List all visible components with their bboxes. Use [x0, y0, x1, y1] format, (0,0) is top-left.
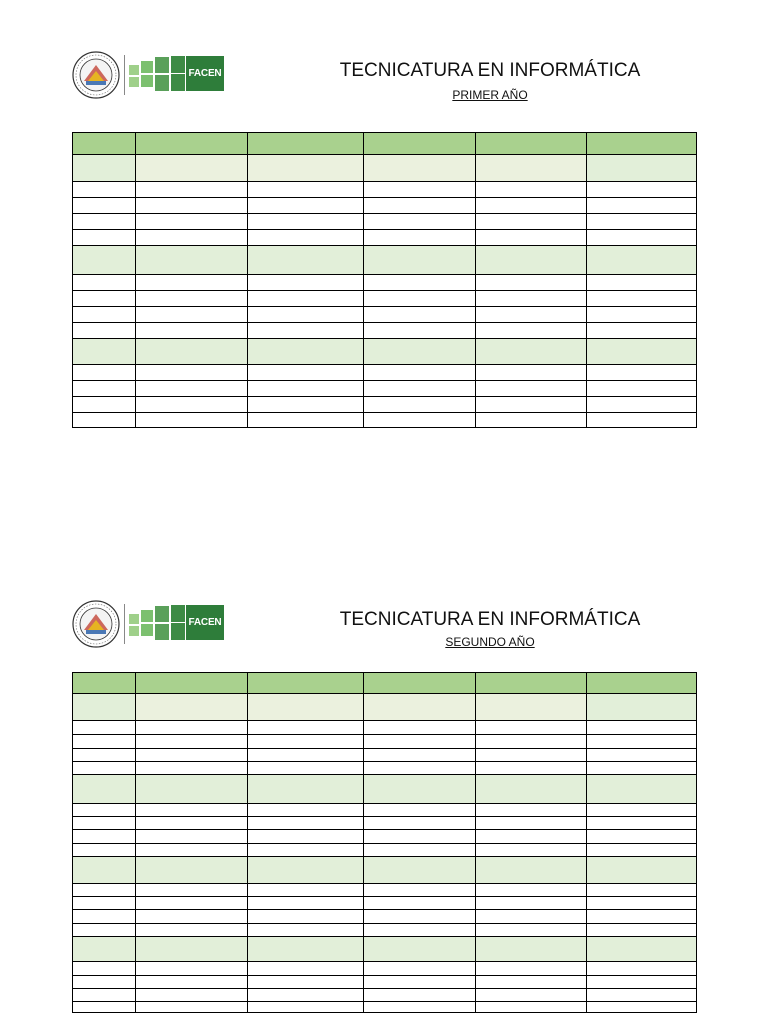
table-cell[interactable] — [72, 896, 136, 909]
table-cell[interactable] — [475, 229, 587, 245]
table-cell[interactable] — [247, 412, 364, 428]
table-cell[interactable] — [363, 364, 476, 380]
table-cell[interactable] — [247, 672, 364, 693]
logo-square — [129, 77, 139, 87]
table-cell[interactable] — [475, 132, 587, 154]
table-cell[interactable] — [135, 720, 248, 734]
table-cell[interactable] — [72, 245, 136, 274]
table-cell[interactable] — [363, 975, 476, 988]
table-cell[interactable] — [586, 197, 697, 213]
table-cell[interactable] — [363, 936, 476, 961]
table-cell[interactable] — [135, 803, 248, 816]
table-cell[interactable] — [135, 1001, 248, 1013]
table-cell[interactable] — [586, 936, 697, 961]
table-cell[interactable] — [586, 1001, 697, 1013]
table-row — [72, 396, 697, 412]
table-cell[interactable] — [363, 338, 476, 364]
table-row — [72, 883, 697, 896]
table-cell[interactable] — [363, 856, 476, 883]
table-cell[interactable] — [475, 909, 587, 923]
table-cell[interactable] — [475, 816, 587, 829]
table-cell[interactable] — [72, 961, 136, 975]
table-cell[interactable] — [135, 213, 248, 229]
table-cell[interactable] — [247, 734, 364, 748]
table-row — [72, 364, 697, 380]
table-row — [72, 412, 697, 428]
table-cell[interactable] — [363, 132, 476, 154]
table-cell[interactable] — [247, 181, 364, 197]
table-cell[interactable] — [363, 181, 476, 197]
table-cell[interactable] — [363, 923, 476, 936]
table-cell[interactable] — [586, 909, 697, 923]
table-row — [72, 803, 697, 816]
table-cell[interactable] — [247, 988, 364, 1001]
table-cell[interactable] — [475, 856, 587, 883]
table-cell[interactable] — [586, 213, 697, 229]
logo-square — [155, 624, 169, 640]
table-cell[interactable] — [247, 213, 364, 229]
table-cell[interactable] — [475, 364, 587, 380]
table-row — [72, 380, 697, 396]
table-cell[interactable] — [72, 988, 136, 1001]
table-row — [72, 1001, 697, 1013]
table-cell[interactable] — [72, 132, 136, 154]
table-cell[interactable] — [135, 961, 248, 975]
table-cell[interactable] — [475, 693, 587, 720]
logo-square — [171, 605, 185, 622]
table-cell[interactable] — [475, 975, 587, 988]
table-row — [72, 306, 697, 322]
table-cell[interactable] — [72, 774, 136, 803]
table-cell[interactable] — [135, 829, 248, 843]
table-cell[interactable] — [586, 961, 697, 975]
table-cell[interactable] — [72, 829, 136, 843]
table-row — [72, 975, 697, 988]
table-cell[interactable] — [247, 132, 364, 154]
page-title: TECNICATURA EN INFORMÁTICA — [339, 609, 641, 630]
table-cell[interactable] — [475, 923, 587, 936]
logo-square — [129, 626, 139, 636]
table-cell[interactable] — [72, 883, 136, 896]
table-row — [72, 829, 697, 843]
table-cell[interactable] — [475, 197, 587, 213]
table-cell[interactable] — [72, 923, 136, 936]
table-row — [72, 181, 697, 197]
table-cell[interactable] — [247, 154, 364, 181]
table-cell[interactable] — [475, 1001, 587, 1013]
schedule-table — [72, 132, 697, 428]
logo-square — [141, 624, 153, 636]
table-cell[interactable] — [247, 843, 364, 856]
table-cell[interactable] — [475, 290, 587, 306]
table-cell[interactable] — [586, 803, 697, 816]
table-cell[interactable] — [72, 936, 136, 961]
table-band-row — [72, 693, 697, 720]
table-band-row — [72, 936, 697, 961]
table-cell[interactable] — [72, 274, 136, 290]
table-cell[interactable] — [135, 672, 248, 693]
table-cell[interactable] — [586, 274, 697, 290]
table-cell[interactable] — [586, 720, 697, 734]
table-cell[interactable] — [586, 761, 697, 774]
table-cell[interactable] — [72, 748, 136, 761]
table-row — [72, 961, 697, 975]
table-cell[interactable] — [475, 322, 587, 338]
logo-square — [155, 606, 169, 622]
table-row — [72, 322, 697, 338]
table-cell[interactable] — [363, 1001, 476, 1013]
table-cell[interactable] — [135, 290, 248, 306]
table-cell[interactable] — [247, 975, 364, 988]
table-cell[interactable] — [135, 380, 248, 396]
table-row — [72, 720, 697, 734]
table-cell[interactable] — [586, 229, 697, 245]
logo-square — [129, 614, 139, 624]
table-cell[interactable] — [72, 761, 136, 774]
table-cell[interactable] — [363, 883, 476, 896]
table-cell[interactable] — [72, 338, 136, 364]
table-header-row — [72, 672, 697, 693]
table-cell[interactable] — [586, 132, 697, 154]
table-cell[interactable] — [135, 396, 248, 412]
logo-square — [129, 65, 139, 75]
table-cell[interactable] — [475, 274, 587, 290]
table-cell[interactable] — [363, 896, 476, 909]
table-cell[interactable] — [363, 672, 476, 693]
table-cell[interactable] — [247, 229, 364, 245]
table-cell[interactable] — [586, 290, 697, 306]
table-cell[interactable] — [247, 322, 364, 338]
table-cell[interactable] — [135, 761, 248, 774]
table-cell[interactable] — [586, 364, 697, 380]
table-cell[interactable] — [72, 734, 136, 748]
table-cell[interactable] — [586, 306, 697, 322]
table-cell[interactable] — [135, 923, 248, 936]
table-cell[interactable] — [586, 734, 697, 748]
table-cell[interactable] — [475, 748, 587, 761]
table-row — [72, 761, 697, 774]
table-cell[interactable] — [247, 761, 364, 774]
table-row — [72, 748, 697, 761]
table-cell[interactable] — [135, 412, 248, 428]
table-row — [72, 734, 697, 748]
logo-divider — [124, 55, 125, 95]
table-cell[interactable] — [475, 961, 587, 975]
page-subtitle: PRIMER AÑO — [452, 88, 528, 102]
table-cell[interactable] — [475, 306, 587, 322]
table-row — [72, 896, 697, 909]
table-cell[interactable] — [586, 338, 697, 364]
table-cell[interactable] — [475, 896, 587, 909]
table-cell[interactable] — [363, 229, 476, 245]
table-cell[interactable] — [475, 672, 587, 693]
table-cell[interactable] — [363, 693, 476, 720]
table-cell[interactable] — [247, 748, 364, 761]
table-cell[interactable] — [247, 829, 364, 843]
table-cell[interactable] — [475, 803, 587, 816]
table-cell[interactable] — [72, 720, 136, 734]
logo-square — [155, 75, 169, 91]
table-cell[interactable] — [135, 774, 248, 803]
table-row — [72, 923, 697, 936]
table-cell[interactable] — [475, 843, 587, 856]
university-seal-icon — [72, 600, 120, 648]
table-cell[interactable] — [135, 245, 248, 274]
table-band-row — [72, 856, 697, 883]
table-cell[interactable] — [247, 961, 364, 975]
table-cell[interactable] — [72, 181, 136, 197]
table-cell[interactable] — [135, 154, 248, 181]
table-row — [72, 213, 697, 229]
table-cell[interactable] — [586, 693, 697, 720]
table-cell[interactable] — [72, 693, 136, 720]
table-cell[interactable] — [586, 883, 697, 896]
logo-square — [171, 56, 185, 73]
page-subtitle: SEGUNDO AÑO — [445, 635, 535, 649]
table-cell[interactable] — [247, 274, 364, 290]
table-row — [72, 274, 697, 290]
table-cell[interactable] — [247, 923, 364, 936]
logo-square — [171, 74, 185, 91]
table-cell[interactable] — [586, 829, 697, 843]
table-cell[interactable] — [586, 154, 697, 181]
table-cell[interactable] — [247, 883, 364, 896]
table-cell[interactable] — [247, 396, 364, 412]
table-cell[interactable] — [72, 672, 136, 693]
table-cell[interactable] — [72, 975, 136, 988]
table-cell[interactable] — [135, 816, 248, 829]
table-cell[interactable] — [363, 197, 476, 213]
table-cell[interactable] — [475, 396, 587, 412]
table-cell[interactable] — [72, 396, 136, 412]
table-cell[interactable] — [247, 306, 364, 322]
table-cell[interactable] — [363, 154, 476, 181]
table-cell[interactable] — [586, 396, 697, 412]
table-cell[interactable] — [586, 672, 697, 693]
table-cell[interactable] — [247, 936, 364, 961]
table-cell[interactable] — [475, 829, 587, 843]
facen-logo-text: FACEN — [186, 605, 224, 640]
table-cell[interactable] — [135, 975, 248, 988]
table-cell[interactable] — [586, 245, 697, 274]
table-cell[interactable] — [72, 290, 136, 306]
table-cell[interactable] — [475, 412, 587, 428]
facen-logo-text: FACEN — [186, 56, 224, 91]
table-cell[interactable] — [135, 843, 248, 856]
table-cell[interactable] — [475, 883, 587, 896]
university-logo — [72, 600, 227, 648]
table-cell[interactable] — [475, 761, 587, 774]
table-row — [72, 290, 697, 306]
table-cell[interactable] — [72, 856, 136, 883]
table-cell[interactable] — [363, 843, 476, 856]
table-cell[interactable] — [135, 229, 248, 245]
table-row — [72, 197, 697, 213]
table-cell[interactable] — [363, 213, 476, 229]
page-title: TECNICATURA EN INFORMÁTICA — [339, 60, 641, 81]
schedule-table — [72, 672, 697, 1013]
logo-square — [155, 57, 169, 73]
table-cell[interactable] — [247, 1001, 364, 1013]
table-cell[interactable] — [586, 923, 697, 936]
table-cell[interactable] — [135, 197, 248, 213]
table-cell[interactable] — [247, 816, 364, 829]
table-band-row — [72, 245, 697, 274]
table-cell[interactable] — [135, 734, 248, 748]
table-cell[interactable] — [247, 774, 364, 803]
table-row — [72, 229, 697, 245]
table-cell[interactable] — [586, 975, 697, 988]
table-row — [72, 843, 697, 856]
table-cell[interactable] — [363, 412, 476, 428]
table-cell[interactable] — [475, 181, 587, 197]
table-cell[interactable] — [586, 896, 697, 909]
table-cell[interactable] — [247, 803, 364, 816]
table-cell[interactable] — [363, 720, 476, 734]
table-row — [72, 816, 697, 829]
table-cell[interactable] — [475, 734, 587, 748]
logo-square — [141, 610, 153, 622]
logo-divider — [124, 604, 125, 644]
table-band-row — [72, 338, 697, 364]
table-band-row — [72, 774, 697, 803]
table-cell[interactable] — [135, 883, 248, 896]
table-cell[interactable] — [135, 338, 248, 364]
table-cell[interactable] — [135, 896, 248, 909]
table-cell[interactable] — [135, 693, 248, 720]
table-cell[interactable] — [475, 774, 587, 803]
table-cell[interactable] — [247, 896, 364, 909]
table-cell[interactable] — [72, 364, 136, 380]
table-cell[interactable] — [135, 936, 248, 961]
table-cell[interactable] — [135, 306, 248, 322]
table-cell[interactable] — [363, 803, 476, 816]
table-cell[interactable] — [475, 380, 587, 396]
table-cell[interactable] — [135, 322, 248, 338]
table-cell[interactable] — [247, 197, 364, 213]
table-cell[interactable] — [586, 322, 697, 338]
table-cell[interactable] — [247, 909, 364, 923]
table-cell[interactable] — [72, 213, 136, 229]
university-seal-icon — [72, 51, 120, 99]
table-cell[interactable] — [135, 748, 248, 761]
table-cell[interactable] — [586, 748, 697, 761]
table-cell[interactable] — [363, 306, 476, 322]
table-cell[interactable] — [586, 816, 697, 829]
table-header-row — [72, 132, 697, 154]
table-cell[interactable] — [247, 693, 364, 720]
table-cell[interactable] — [586, 988, 697, 1001]
table-cell[interactable] — [135, 364, 248, 380]
table-cell[interactable] — [247, 290, 364, 306]
table-cell[interactable] — [135, 132, 248, 154]
logo-square — [171, 623, 185, 640]
table-cell[interactable] — [72, 154, 136, 181]
table-cell[interactable] — [363, 816, 476, 829]
table-cell[interactable] — [475, 154, 587, 181]
table-cell[interactable] — [135, 274, 248, 290]
table-cell[interactable] — [586, 774, 697, 803]
table-cell[interactable] — [247, 380, 364, 396]
table-cell[interactable] — [475, 988, 587, 1001]
table-cell[interactable] — [247, 245, 364, 274]
table-cell[interactable] — [475, 936, 587, 961]
table-cell[interactable] — [363, 961, 476, 975]
table-cell[interactable] — [72, 412, 136, 428]
table-cell[interactable] — [475, 245, 587, 274]
table-cell[interactable] — [363, 274, 476, 290]
table-cell[interactable] — [363, 988, 476, 1001]
table-cell[interactable] — [72, 909, 136, 923]
table-cell[interactable] — [586, 412, 697, 428]
table-cell[interactable] — [363, 396, 476, 412]
university-logo — [72, 51, 227, 99]
table-cell[interactable] — [135, 988, 248, 1001]
table-cell[interactable] — [363, 380, 476, 396]
table-cell[interactable] — [363, 748, 476, 761]
table-cell[interactable] — [363, 322, 476, 338]
logo-square — [141, 75, 153, 87]
table-cell[interactable] — [363, 761, 476, 774]
table-cell[interactable] — [247, 856, 364, 883]
table-band-row — [72, 154, 697, 181]
table-cell[interactable] — [72, 843, 136, 856]
table-cell[interactable] — [72, 380, 136, 396]
logo-square — [141, 61, 153, 73]
table-cell[interactable] — [363, 290, 476, 306]
table-cell[interactable] — [363, 245, 476, 274]
table-cell[interactable] — [475, 720, 587, 734]
table-cell[interactable] — [247, 364, 364, 380]
table-cell[interactable] — [586, 181, 697, 197]
table-cell[interactable] — [72, 816, 136, 829]
table-cell[interactable] — [363, 774, 476, 803]
table-cell[interactable] — [475, 213, 587, 229]
table-cell[interactable] — [135, 181, 248, 197]
table-cell[interactable] — [247, 338, 364, 364]
table-cell[interactable] — [72, 1001, 136, 1013]
table-cell[interactable] — [72, 322, 136, 338]
table-cell[interactable] — [475, 338, 587, 364]
table-cell[interactable] — [247, 720, 364, 734]
table-row — [72, 909, 697, 923]
table-cell[interactable] — [363, 734, 476, 748]
table-cell[interactable] — [363, 829, 476, 843]
table-cell[interactable] — [135, 909, 248, 923]
table-cell[interactable] — [586, 856, 697, 883]
table-cell[interactable] — [72, 229, 136, 245]
table-cell[interactable] — [72, 306, 136, 322]
table-cell[interactable] — [72, 803, 136, 816]
table-cell[interactable] — [363, 909, 476, 923]
table-cell[interactable] — [586, 843, 697, 856]
table-cell[interactable] — [72, 197, 136, 213]
table-cell[interactable] — [135, 856, 248, 883]
table-cell[interactable] — [586, 380, 697, 396]
table-row — [72, 988, 697, 1001]
